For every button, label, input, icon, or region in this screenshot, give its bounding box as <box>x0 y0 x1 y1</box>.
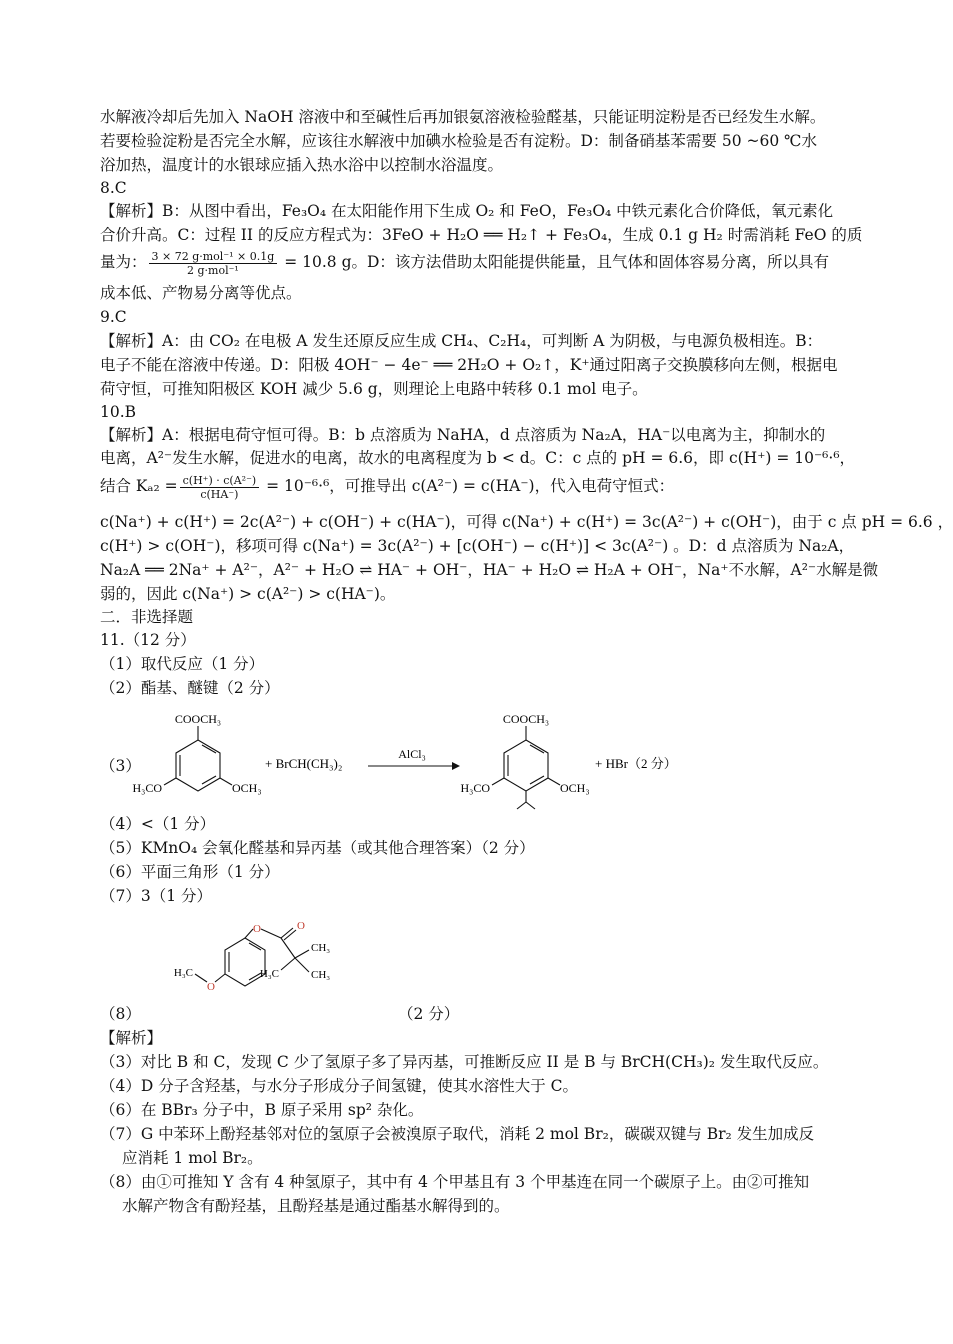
explanation-3: （3）对比 B 和 C，发现 C 少了氢原子多了异丙基，可推断反应 II 是 B 与 BrCH(CH₃)₂ 发生取代反应。 <box>100 1053 829 1071</box>
q10-analysis-line: 电离，A²⁻发生水解，促进水的电离，故水的电离程度为 b < d。C：c 点的 pH = 6.6，即 c(H⁺) = 10⁻⁶·⁶， <box>100 449 856 467</box>
h3c-label: H₃C <box>259 968 279 980</box>
answer-10: 10.B <box>100 403 137 421</box>
fraction-numerator: c(H⁺) · c(A²⁻) <box>180 474 260 488</box>
h3c-label: H₃C <box>173 967 193 979</box>
q10-analysis-line: Na₂A ══ 2Na⁺ + A²⁻，A²⁻ + H₂O ⇌ HA⁻ + OH⁻，HA⁻ + H₂O ⇌ H₂A + OH⁻，Na⁺不水解，A²⁻水解是微 <box>100 561 879 579</box>
fraction-numerator: 3 × 72 g·mol⁻¹ × 0.1g <box>149 250 278 264</box>
answer-8: 8.C <box>100 179 127 197</box>
q8-analysis-line: 合价升高。C：过程 II 的反应方程式为：3FeO + H₂O ══ H₂↑ + Fe₃O₄，生成 0.1 g H₂ 时需消耗 FeO 的质 <box>100 226 863 244</box>
q10-fraction-line <box>100 470 674 502</box>
q11-answer-6: （6）平面三角形（1 分） <box>100 863 280 881</box>
q8-analysis-line: 成本低、产物易分离等优点。 <box>100 284 302 302</box>
q8-analysis-line: 【解析】B：从图中看出，Fe₃O₄ 在太阳能作用下生成 O₂ 和 FeO，Fe₃O₄ 中铁元素化合价降低，氧元素化 <box>100 202 834 220</box>
h3co-label: H₃CO <box>460 781 490 795</box>
answer-9: 9.C <box>100 308 127 326</box>
analysis-heading: 【解析】 <box>100 1029 163 1047</box>
fraction-denominator: c(HA⁻) <box>200 487 239 501</box>
explanation-7: （7）G 中苯环上酚羟基邻对位的氢原子会被溴原子取代，消耗 2 mol Br₂，碳碳双键与 Br₂ 发生加成反 <box>100 1125 815 1143</box>
h3co-label: H₃CO <box>132 781 162 795</box>
ch3-label: CH₃ <box>311 969 331 981</box>
q8-text: 量为： <box>100 253 147 271</box>
oxygen-atom: O <box>207 981 215 993</box>
ch3-label: CH₃ <box>311 942 331 954</box>
explanation-8: （8）由①可推知 Y 含有 4 种氢原子，其中有 4 个甲基且有 3 个甲基连在同一个碳原子上。由②可推知 <box>100 1173 810 1191</box>
q10-analysis-line: 弱的，因此 c(Na⁺) > c(A²⁻) > c(HA⁻)。 <box>100 585 396 603</box>
product-structure <box>492 726 560 809</box>
q11-answer-2: （2）酯基、醚键（2 分） <box>100 679 280 697</box>
reaction-scheme <box>132 710 700 805</box>
text-line: 水解液冷却后先加入 NaOH 溶液中和至碱性后再加银氨溶液检验醛基，只能证明淀粉是否已经发生水解。 <box>100 108 826 126</box>
q11-answer-4: （4）<（1 分） <box>100 815 216 833</box>
q11-answer-1: （1）取代反应（1 分） <box>100 655 265 673</box>
q11-answer-8-label: （8） <box>100 1005 141 1023</box>
och3-label: OCH₃ <box>560 781 590 795</box>
q8-text: = 10.8 g。D：该方法借助太阳能提供能量，且气体和固体容易分离，所以具有 <box>284 253 829 271</box>
oxygen-atom: O <box>253 923 261 935</box>
cooch3-label: COOCH₃ <box>502 712 550 726</box>
q10-analysis-line: c(H⁺) > c(OH⁻)，移项可得 c(Na⁺) = 3c(A²⁻) + [c(OH⁻) − c(H⁺)] < 3c(A²⁻) 。D：d 点溶质为 Na₂A， <box>100 537 855 555</box>
och3-label: OCH₃ <box>232 781 262 795</box>
product-extra: + HBr（2 分） <box>595 756 677 771</box>
explanation-4: （4）D 分子含羟基，与水分子形成分子间氢键，使其水溶性大于 C。 <box>100 1077 579 1095</box>
explanation-8-cont: 水解产物含有酚羟基，且酚羟基是通过酯基水解得到的。 <box>122 1197 510 1215</box>
q10-analysis-line: 【解析】A：根据电荷守恒可得。B：b 点溶质为 NaHA，d 点溶质为 Na₂A，HA⁻以电离为主，抑制水的 <box>100 426 826 444</box>
q10-analysis-line: c(Na⁺) + c(H⁺) = 2c(A²⁻) + c(OH⁻) + c(HA⁻)，可得 c(Na⁺) + c(H⁺) = 3c(A²⁻) + c(OH⁻)，由于 c 点 pH = 6.6 ， <box>100 513 953 531</box>
q9-analysis-line: 电子不能在溶液中传递。D：阳极 4OH⁻ − 4e⁻ ══ 2H₂O + O₂↑，K⁺通过阳离子交换膜移向左侧，根据电 <box>100 356 838 374</box>
fraction-denominator: 2 g·mol⁻¹ <box>186 263 239 277</box>
reagent-label: + BrCH(CH₃)₂ <box>265 756 343 771</box>
q10-text: = 10⁻⁶·⁶，可推导出 c(A²⁻) = c(HA⁻)，代入电荷守恒式： <box>266 477 675 495</box>
explanation-7-cont: 应消耗 1 mol Br₂。 <box>122 1149 263 1167</box>
q8-fraction-line <box>100 246 829 278</box>
q9-analysis-line: 荷守恒，可推知阳极区 KOH 减少 5.6 g，则理论上电路中转移 0.1 mol 电子。 <box>100 380 648 398</box>
q11-answer-3-label: （3） <box>100 757 141 775</box>
q11-answer-5: （5）KMnO₄ 会氧化醛基和异丙基（或其他合理答案）（2 分） <box>100 839 535 857</box>
explanation-6: （6）在 BBr₃ 分子中，B 原子采用 sp² 杂化。 <box>100 1101 424 1119</box>
catalyst-label: AlCl₃ <box>398 747 426 761</box>
text-line: 若要检验淀粉是否完全水解，应该往水解液中加碘水检验是否有淀粉。D：制备硝基苯需要 50 ~60 ℃水 <box>100 132 817 150</box>
oxygen-atom: O <box>297 920 305 932</box>
text-line: 浴加热，温度计的水银球应插入热水浴中以控制水浴温度。 <box>100 156 504 174</box>
q10-fraction <box>180 474 260 501</box>
section-heading: 二．非选择题 <box>100 608 194 626</box>
q8-fraction <box>149 250 278 277</box>
q11-answer-8-score: （2 分） <box>398 1005 460 1023</box>
q9-analysis-line: 【解析】A：由 CO₂ 在电极 A 发生还原反应生成 CH₄、C₂H₄，可判断 A 为阴极，与电源负极相连。B： <box>100 332 823 350</box>
q11-title: 11.（12 分） <box>100 631 196 649</box>
reactant-structure <box>164 726 232 791</box>
q11-answer-7: （7）3（1 分） <box>100 887 213 905</box>
arrow-head-icon <box>452 762 460 770</box>
q10-text: 结合 Kₐ₂ = <box>100 477 178 495</box>
ester-structure <box>155 920 385 1010</box>
cooch3-label: COOCH₃ <box>174 712 222 726</box>
